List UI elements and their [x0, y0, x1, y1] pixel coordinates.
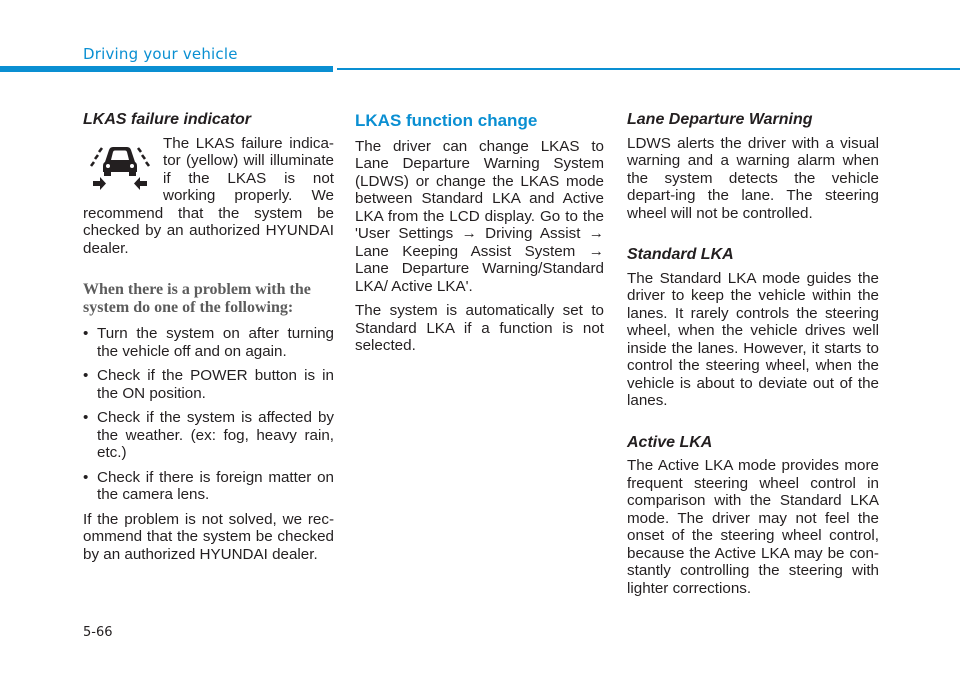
header-bar-thin	[337, 68, 960, 70]
column-right	[627, 108, 879, 604]
standard-lka-heading: Standard LKA	[627, 246, 734, 263]
closing-paragraph: If the problem is not solved, we rec-ommend that the system be checked by an authorized HYUNDAI dealer.	[83, 510, 334, 563]
lkas-failure-heading: LKAS failure indicator	[83, 111, 252, 128]
header-bar-thick	[0, 66, 333, 72]
problem-steps-list	[83, 325, 334, 504]
section-title: Driving your vehicle	[83, 45, 238, 63]
default-mode-paragraph: The system is automatically set to Standard LKA if a function is not selected.	[355, 302, 604, 354]
failure-text: The LKAS failure indica-tor (yellow) will illuminate if the LKAS is not working properly. We recommend that the system be checked by an authorized HYUNDAI dealer.	[83, 134, 334, 257]
active-lka-heading: Active LKA	[627, 433, 713, 451]
failure-block	[83, 135, 334, 258]
lkas-function-change-heading: LKAS function change	[355, 111, 538, 130]
list-item: • Turn the system on after turning the vehicle off and on again.	[83, 325, 334, 360]
function-change-paragraph: The driver can change LKAS to Lane Departure Warning System (LDWS) or change the LKAS mode between Standard LKA and Active LKA from the LCD display. Go to the 'User Settings → Driving Assist → Lane Keeping Assist System → Lane Departure Warning/Standard LKA/ Active LKA'.	[355, 137, 604, 295]
column-left	[83, 108, 334, 570]
page-number: 5-66	[83, 625, 113, 640]
list-item: • Check if there is foreign matter on the camera lens.	[83, 469, 334, 504]
standard-lka-paragraph: The Standard LKA mode guides the driver to keep the vehicle within the lanes. It rarely controls the steering wheel, when the vehicle drives well inside the lanes. However, it starts to control the steering wheel, when the vehicle is about to deviate out of the lanes.	[627, 269, 879, 409]
ldw-heading: Lane Departure Warning	[627, 111, 813, 128]
ldw-paragraph: LDWS alerts the driver with a visual warning and a warning alarm when the system detects the vehicle depart-ing the lane. The steering wheel will not be controlled.	[627, 134, 879, 222]
column-middle	[355, 108, 604, 362]
list-item: • Check if the POWER button is in the ON position.	[83, 367, 334, 402]
list-item: • Check if the system is affected by the weather. (ex: fog, heavy rain, etc.)	[83, 409, 334, 462]
problem-subheading: When there is a problem with the system do one of the following:	[83, 281, 311, 316]
active-lka-paragraph: The Active LKA mode provides more frequent steering wheel control in comparison with the Standard LKA mode. The driver may not feel the onset of the steering wheel control, because the Active LKA may be con-stantly controlling the steering with lighter corrections.	[627, 457, 879, 597]
lkas-failure-indicator-icon	[83, 136, 157, 190]
